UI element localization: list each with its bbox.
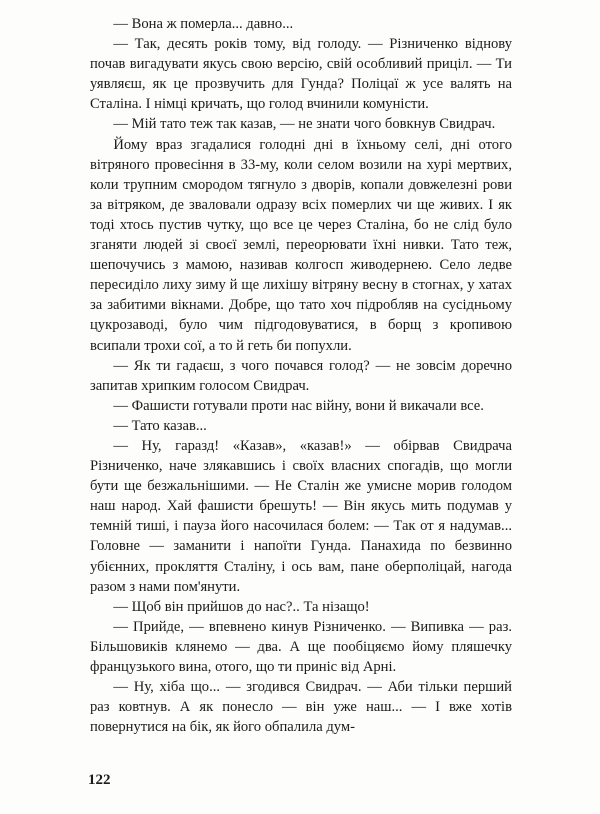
page-number: 122 xyxy=(88,772,111,788)
paragraph: — Фашисти готували проти нас війну, вони й викачали все. xyxy=(113,397,484,414)
paragraph: — Тато казав... xyxy=(113,417,207,434)
paragraph: — Ну, хіба що... — згодився Свидрач. — Аби тільки перший раз ковтнув. А як понесло — він уже наш... — І вже хотів повернутися на бік, як його обпалила дум- xyxy=(90,679,512,736)
paragraph: — Так, десять років тому, від голоду. — Різниченко віднову почав вигадувати якусь свою версію, свій особливий приціл. — Ти уявляєш, як це прозвучить для Гунда? Поліцаї ж усе валять на Сталіна. І німці кричать, що голод вчинили комуністи. xyxy=(90,36,512,113)
paragraph: — Як ти гадаєш, з чого почався голод? — не зовсім доречно запитав хрипким голосом Свидрач. xyxy=(90,357,512,394)
paragraph: — Мій тато теж так казав, — не знати чого бовкнув Свидрач. xyxy=(113,116,496,133)
paragraph: — Вона ж померла... давно... xyxy=(113,16,294,32)
paragraph: — Ну, гаразд! «Казав», «казав!» — обірвав Свидрача Різниченко, наче злякавшись і своїх власних спогадів, що могли бути ще безжальнішими. — Не Сталін же умисне морив голодом наш народ. Хай фашисти брешуть! — Він якусь мить подумав у темній тиші, і пауза його насочилася болем: — Так от я надумав... Головне — заманити і напоїти Гунда. Панахида по безвинно убієнних, прокляття Сталіну, і ось вам, пане оберполіцай, нагода разом з нами пом'янути. xyxy=(90,437,512,595)
paragraph: — Прийде, — впевнено кинув Різниченко. — Випивка — раз. Більшовиків клянемо — два. А ще пообіцяємо йому пляшечку французького вина, отого, що ти приніс від Арні. xyxy=(90,618,512,675)
paragraph: — Щоб він прийшов до нас?.. Та нізащо! xyxy=(113,598,370,615)
paragraph: Йому враз згадалися голодні дні в їхньому селі, дні отого вітряного провесіння в 33-му, коли селом возили на хурі мертвих, коли трупним смородом тягнуло з дворів, копали довжелезні рови за вітряком, де зваловали одразу всіх померлих чи ще живих. І як тоді хтось пустив чутку, що все це через Сталіна, бо не слід було зганяти людей зі своєї землі, переорювати їхні нивки. Тато теж, шепочучись з мамою, називав колгосп живодернею. Село ледве пересиділо лиху зиму й ще лихішу вітряну весну в стогнах, у хатах за забитими вікнами. Добре, що тато хоч підробляв на сусідньому цукрозаводі, було чим підгодовуватися, в борщ з кропивою всипали трохи сої, а то й геть би попухли. xyxy=(90,136,512,354)
body-text xyxy=(90,14,512,737)
